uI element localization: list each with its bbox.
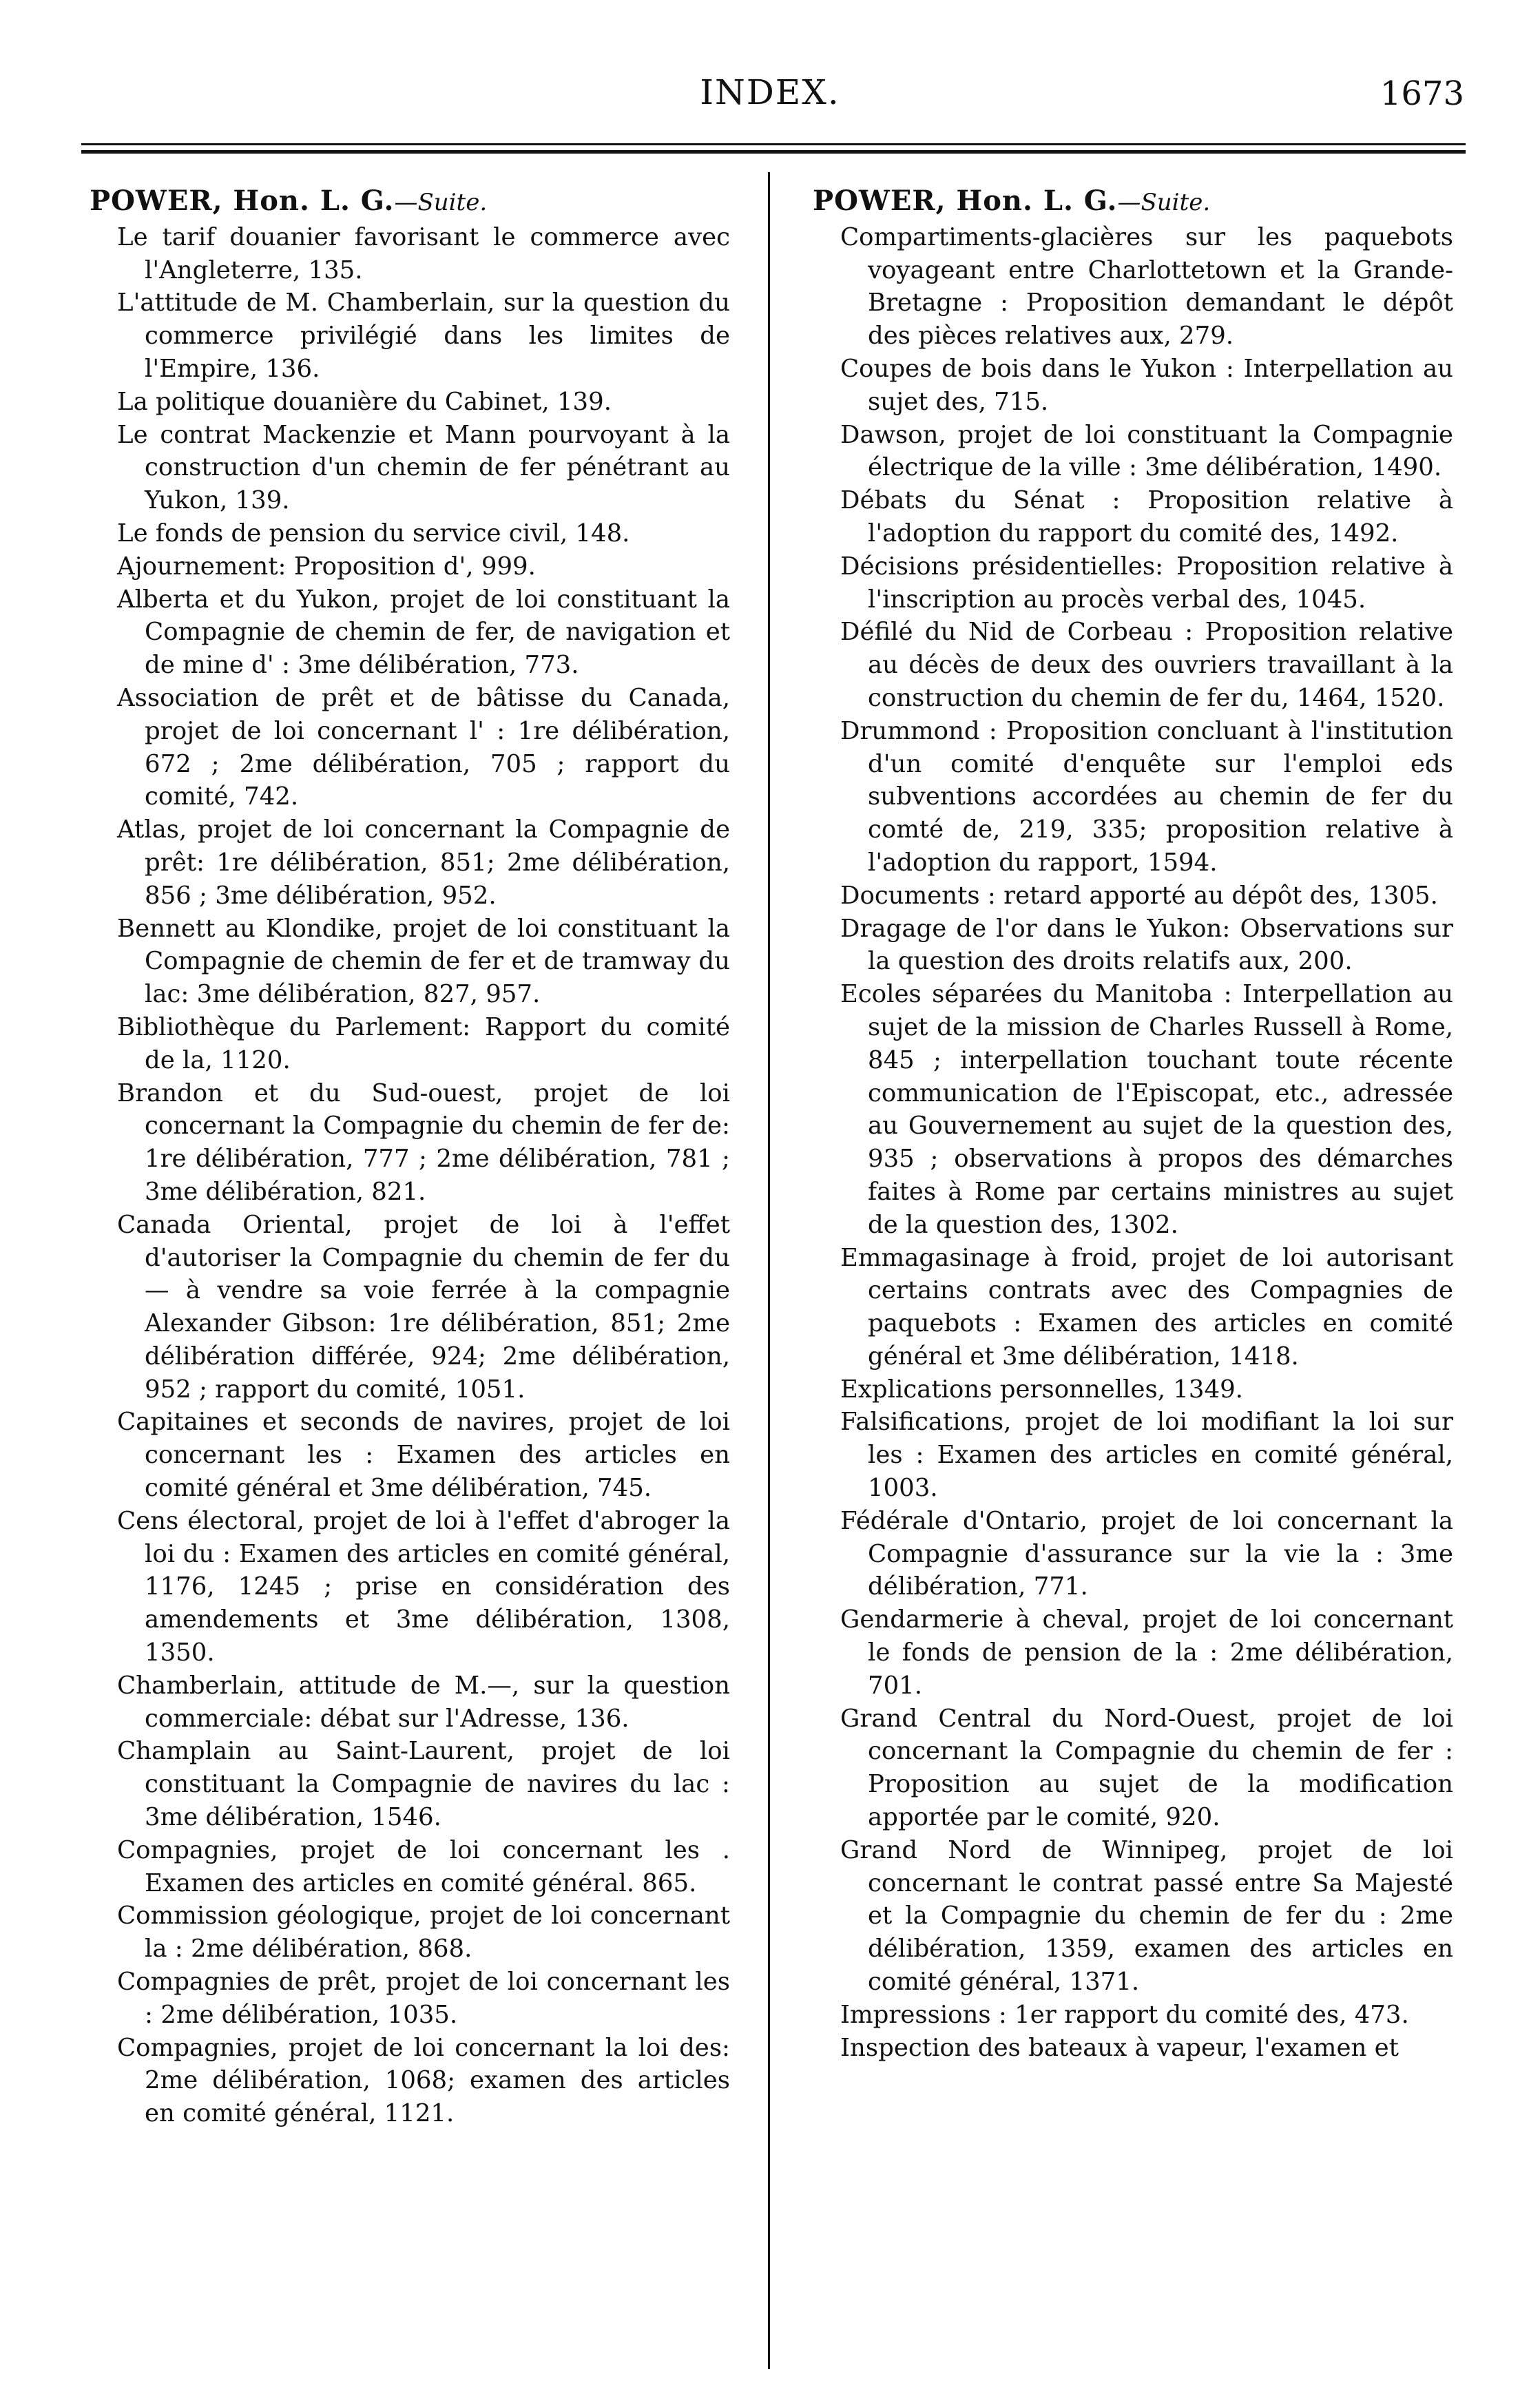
header-rule-thick (81, 150, 1466, 154)
index-entry: Ajournement: Proposition d', 999. (117, 552, 536, 581)
index-entry: Commission géologique, projet de loi concernant la : 2me délibération, 868. (117, 1902, 730, 1964)
heading-name: POWER, Hon. L. G. (813, 185, 1118, 217)
index-entry: Dragage de l'or dans le Yukon: Observations sur la question des droits relatifs aux, 200. (840, 914, 1453, 976)
index-entry: Le fonds de pension du service civil, 148. (117, 519, 630, 548)
index-entry: Inspection des bateaux à vapeur, l'examen et (840, 2033, 1399, 2062)
heading-suite: —Suite. (1117, 189, 1211, 216)
index-entry: Compartiments-glacières sur les paquebots voyageant entre Charlottetown et la Grande-Bretagne : Proposition demandant le dépôt des pièces relatives aux, 279. (840, 222, 1453, 351)
index-entry: Gendarmerie à cheval, projet de loi concernant le fonds de pension de la : 2me délibération, 701. (840, 1605, 1453, 1700)
right-column-heading (813, 185, 1453, 220)
index-entry: Compagnies de prêt, projet de loi concernant les : 2me délibération, 1035. (117, 1968, 730, 2029)
index-entry: La politique douanière du Cabinet, 139. (117, 387, 612, 416)
right-column (813, 185, 1453, 2064)
heading-name: POWER, Hon. L. G. (90, 185, 395, 217)
index-entry: Canada Oriental, projet de loi à l'effet d'autoriser la Compagnie du chemin de fer du— à vendre sa voie ferrée à la compagnie Alexander Gibson: 1re délibération, 851; 2me délibération différée, 924; 2me délibération, 952 ; rapport du comité, 1051. (117, 1210, 730, 1404)
index-entry: Fédérale d'Ontario, projet de loi concernant la Compagnie d'assurance sur la vie la : 3me délibération, 771. (840, 1506, 1453, 1601)
index-entry: Atlas, projet de loi concernant la Compagnie de prêt: 1re délibération, 851; 2me délibération, 856 ; 3me délibération, 952. (117, 815, 730, 910)
index-entry: Bibliothèque du Parlement: Rapport du comité de la, 1120. (117, 1012, 730, 1074)
index-entry: Bennett au Klondike, projet de loi constituant la Compagnie de chemin de fer et de tramway du lac: 3me délibération, 827, 957. (117, 914, 730, 1009)
index-entry: Le tarif douanier favorisant le commerce avec l'Angleterre, 135. (117, 222, 730, 284)
index-entry: Dawson, projet de loi constituant la Compagnie électrique de la ville : 3me délibération, 1490. (840, 420, 1453, 482)
index-entry: Impressions : 1er rapport du comité des, 473. (840, 2000, 1409, 2029)
index-entry: Cens électoral, projet de loi à l'effet d'abroger la loi du : Examen des articles en comité général, 1176, 1245 ; prise en considération des amendements et 3me délibération, 1308, 1350. (117, 1506, 730, 1667)
index-entry: Capitaines et seconds de navires, projet de loi concernant les : Examen des articles en comité général et 3me délibération, 745. (117, 1408, 730, 1503)
index-entry: Coupes de bois dans le Yukon : Interpellation au sujet des, 715. (840, 354, 1453, 416)
column-divider (768, 172, 770, 2369)
index-entry: Compagnies, projet de loi concernant les . Examen des articles en comité général. 865. (117, 1835, 730, 1897)
index-entry: Ecoles séparées du Manitoba : Interpellation au sujet de la mission de Charles Russell à Rome, 845 ; interpellation touchant toute récente communication de l'Episcopat, etc., adressée au Gouvernement au sujet de la question des, 935 ; observations à propos des démarches faites à Rome par certains ministres au sujet de la question des, 1302. (840, 980, 1453, 1239)
index-entry: Défilé du Nid de Corbeau : Proposition relative au décès de deux des ouvriers travaillant à la construction du chemin de fer du, 1464, 1520. (840, 618, 1453, 712)
heading-suite: —Suite. (394, 189, 488, 216)
left-entry-list (90, 221, 730, 2130)
index-entry: L'attitude de M. Chamberlain, sur la question du commerce privilégié dans les limites de l'Empire, 136. (117, 289, 730, 383)
index-entry: Explications personnelles, 1349. (840, 1375, 1243, 1404)
index-entry: Emmagasinage à froid, projet de loi autorisant certains contrats avec des Compagnies de paquebots : Examen des articles en comité général et 3me délibération, 1418. (840, 1243, 1453, 1371)
index-entry: Brandon et du Sud-ouest, projet de loi concernant la Compagnie du chemin de fer de: 1re délibération, 777 ; 2me délibération, 781 ; 3me délibération, 821. (117, 1079, 730, 1206)
right-entry-list (813, 221, 1453, 2065)
header-rule-thin (81, 143, 1466, 145)
index-entry: Drummond : Proposition concluant à l'institution d'un comité d'enquête sur l'emploi eds subventions accordées au chemin de fer du comté de, 219, 335; proposition relative à l'adoption du rapport, 1594. (840, 716, 1453, 877)
index-entry: Débats du Sénat : Proposition relative à l'adoption du rapport du comité des, 1492. (840, 486, 1453, 548)
left-column (90, 185, 730, 2130)
index-entry: Documents : retard apporté au dépôt des, 1305. (840, 881, 1438, 910)
page-title: INDEX. (700, 72, 840, 112)
index-entry: Champlain au Saint-Laurent, projet de loi constituant la Compagnie de navires du lac : 3me délibération, 1546. (117, 1737, 730, 1832)
index-entry: Chamberlain, attitude de M.—, sur la question commerciale: débat sur l'Adresse, 136. (117, 1671, 730, 1733)
index-entry: Grand Nord de Winnipeg, projet de loi concernant le contrat passé entre Sa Majesté et la Compagnie du chemin de fer du : 2me délibération, 1359, examen des articles en comité général, 1371. (840, 1835, 1453, 1997)
index-entry: Grand Central du Nord-Ouest, projet de loi concernant la Compagnie du chemin de fer : Proposition au sujet de la modification apportée par le comité, 920. (840, 1704, 1453, 1832)
index-entry: Décisions présidentielles: Proposition relative à l'inscription au procès verbal des, 1045. (840, 552, 1453, 614)
index-entry: Association de prêt et de bâtisse du Canada, projet de loi concernant l' : 1re délibération, 672 ; 2me délibération, 705 ; rapport du comité, 742. (117, 683, 730, 811)
index-entry: Falsifications, projet de loi modifiant la loi sur les : Examen des articles en comité général, 1003. (840, 1408, 1453, 1503)
index-entry: Le contrat Mackenzie et Mann pourvoyant à la construction d'un chemin de fer pénétrant au Yukon, 139. (117, 420, 730, 515)
left-column-heading (90, 185, 730, 220)
index-entry: Alberta et du Yukon, projet de loi constituant la Compagnie de chemin de fer, de navigation et de mine d' : 3me délibération, 773. (117, 585, 730, 680)
page-number: 1673 (1380, 74, 1464, 113)
index-entry: Compagnies, projet de loi concernant la loi des: 2me délibération, 1068; examen des articles en comité général, 1121. (117, 2033, 730, 2128)
